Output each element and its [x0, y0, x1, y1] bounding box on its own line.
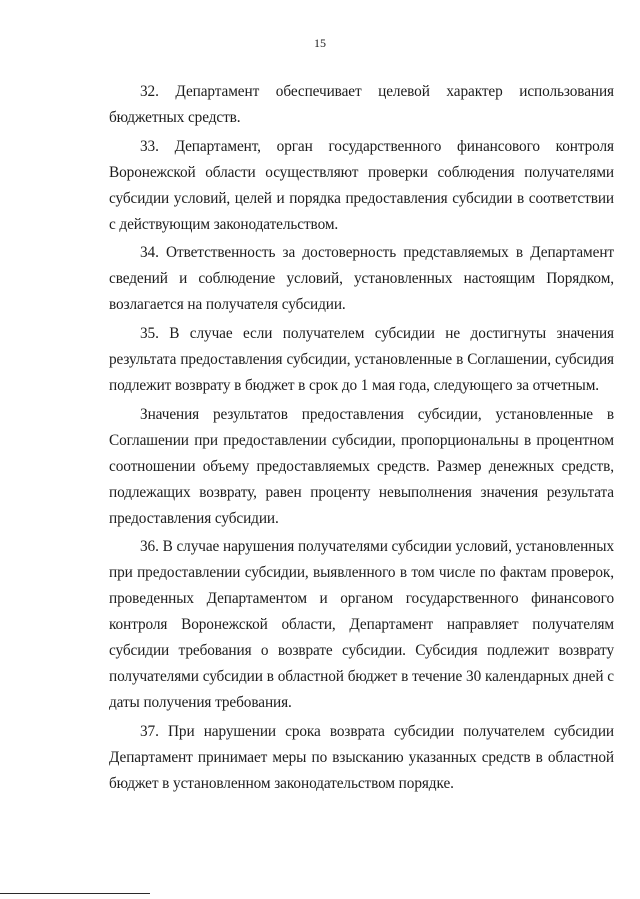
paragraph-34: 34. Ответственность за достоверность представляемых в Департамент сведений и соблюдение условий, установленных настоящим Порядком, возлагается на получателя субсидии. — [109, 244, 614, 314]
document-body — [109, 79, 614, 799]
paragraph-35: 35. В случае если получателем субсидии не достигнуты значения результата предоставления субсидии, установленные в Соглашении, субсидия подлежит возврату в бюджет в срок до 1 мая года, следующего за отчетным. — [109, 325, 614, 394]
paragraph-35-continuation: Значения результатов предоставления субсидии, установленные в Соглашении при предоставлении субсидии, пропорциональны в процентном соотношении объему предоставляемых средств. Размер денежных средств, подлежащих возврату, равен проценту невыполнения значения результата предоставления субсидии. — [109, 405, 614, 527]
paragraph-36: 36. В случае нарушения получателями субсидии условий, установленных при предоставлении субсидии, выявленного в том числе по фактам проверок, проведенных Департаментом и органом государственного финансового контроля Воронежской области, Департамент направляет получателям субсидии требования о возврате субсидии. Субсидия подлежит возврату получателями субсидии в областной бюджет в течение 30 календарных дней с даты получения требования. — [109, 538, 614, 711]
paragraph-33: 33. Департамент, орган государственного финансового контроля Воронежской области осуществляют проверки соблюдения получателями субсидии условий, целей и порядка предоставления субсидии в соответствии с действующим законодательством. — [109, 137, 614, 233]
paragraph-32: 32. Департамент обеспечивает целевой характер использования бюджетных средств. — [109, 83, 614, 126]
paragraph-37: 37. При нарушении срока возврата субсидии получателем субсидии Департамент принимает меры по взысканию указанных средств в областной бюджет в установленном законодательством порядке. — [109, 722, 614, 792]
page-number: 15 — [314, 36, 326, 50]
footnote-divider — [0, 893, 150, 894]
